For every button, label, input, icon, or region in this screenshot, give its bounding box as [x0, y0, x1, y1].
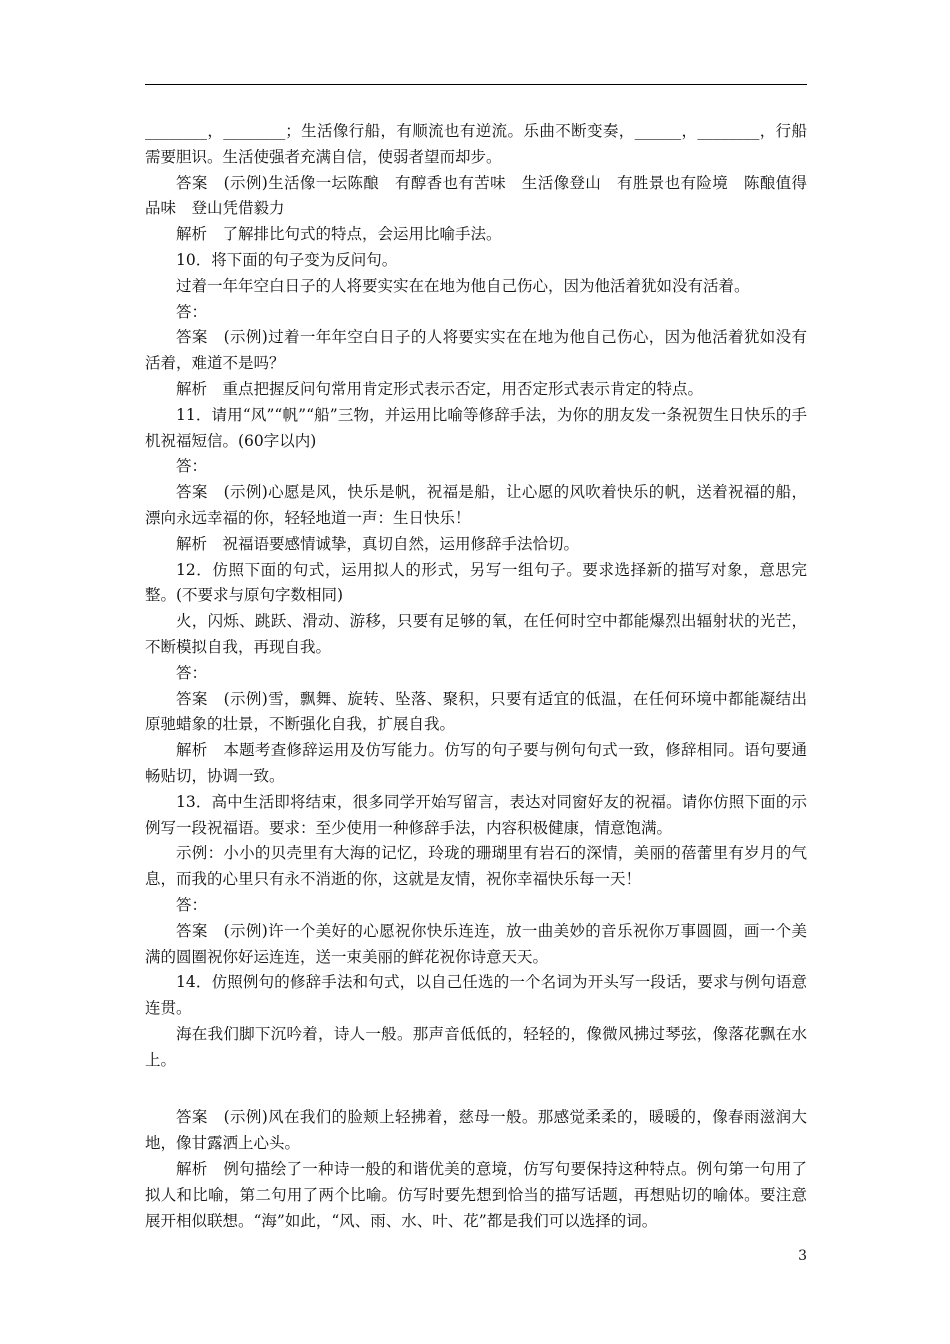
answer-11: 答案 (示例)心愿是风，快乐是帆，祝福是船，让心愿的风吹着快乐的帆，送着祝福的船，漂向永远幸福的你，轻轻地道一声：生日快乐！	[145, 483, 807, 527]
page-content	[145, 119, 807, 1234]
question-12: 12．仿照下面的句式，运用拟人的形式，另写一组句子。要求选择新的描写对象，意思完整。(不要求与原句字数相同)	[145, 560, 807, 605]
answer-12: 答案 (示例)雪，飘舞、旋转、坠落、聚积，只要有适宜的低温，在任何环境中都能凝结出原驰蜡象的壮景，不断强化自我，扩展自我。	[145, 689, 807, 734]
answer-10: 答案 (示例)过着一年年空白日子的人将要实实在在地为他自己伤心，因为他活着犹如没有活着，难道不是吗？	[145, 328, 807, 373]
question-14: 14．仿照例句的修辞手法和句式，以自己任选的一个名词为开头写一段话，要求与例句语意连贯。	[145, 973, 807, 1018]
analysis-14: 解析 例句描绘了一种诗一般的和谐优美的意境，仿写句要保持这种特点。例句第一句用了拟人和比喻，第二句用了两个比喻。仿写时要先想到恰当的描写话题，再想贴切的喻体。要注意展开相似联想。“海”如此，“风、雨、水、叶、花”都是我们可以选择的词。	[145, 1160, 807, 1230]
question-13-example: 示例：小小的贝壳里有大海的记忆，玲珑的珊瑚里有岩石的深情，美丽的蓓蕾里有岁月的气息，而我的心里只有永不消逝的你，这就是友情，祝你幸福快乐每一天！	[145, 844, 807, 889]
answer-label-11: 答：	[176, 457, 208, 476]
analysis-9: 解析 了解排比句式的特点，会运用比喻手法。	[176, 225, 502, 244]
answer-label-10: 答：	[176, 302, 208, 321]
question-14-example: 海在我们脚下沉吟着，诗人一般。那声音低低的，轻轻的，像微风拂过琴弦，像落花飘在水上。	[145, 1024, 807, 1069]
answer-space	[145, 1073, 807, 1105]
analysis-11: 解析 祝福语要感情诚挚，真切自然，运用修辞手法恰切。	[176, 534, 580, 553]
analysis-12: 解析 本题考查修辞运用及仿写能力。仿写的句子要与例句句式一致，修辞相同。语句要通畅贴切，协调一致。	[145, 741, 807, 785]
question-10-sentence: 过着一年年空白日子的人将要实实在在地为他自己伤心，因为他活着犹如没有活着。	[176, 276, 750, 295]
answer-13: 答案 (示例)许一个美好的心愿祝你快乐连连，放一曲美妙的音乐祝你万事圆圆，画一个美满的圆圈祝你好运连连，送一束美丽的鲜花祝你诗意天天。	[145, 921, 807, 966]
answer-label-13: 答：	[176, 895, 208, 914]
header-rule	[145, 84, 807, 85]
answer-label-12: 答：	[176, 663, 208, 682]
question-13: 13．高中生活即将结束，很多同学开始写留言，表达对同窗好友的祝福。请你仿照下面的示例写一段祝福语。要求：至少使用一种修辞手法，内容积极健康，情意饱满。	[145, 792, 807, 837]
answer-9: 答案 (示例)生活像一坛陈酿 有醇香也有苦味 生活像登山 有胜景也有险境 陈酿值得品味 登山凭借毅力	[145, 173, 807, 218]
answer-14: 答案 (示例)风在我们的脸颊上轻拂着，慈母一般。那感觉柔柔的，暖暖的，像春雨滋润大地，像甘露洒上心头。	[145, 1108, 807, 1153]
question-9-text: ________，________；生活像行船，有顺流也有逆流。乐曲不断变奏，______，________，行船需要胆识。生活使强者充满自信，使弱者望而却步。	[145, 122, 807, 166]
page-number: 3	[798, 1248, 807, 1264]
question-12-example: 火，闪烁、跳跃、滑动、游移，只要有足够的氧，在任何时空中都能爆烈出辐射状的光芒，不断模拟自我，再现自我。	[145, 612, 807, 656]
question-11: 11．请用“风”“帆”“船”三物，并运用比喻等修辞手法，为你的朋友发一条祝贺生日快乐的手机祝福短信。(60字以内)	[145, 405, 807, 450]
analysis-10: 解析 重点把握反问句常用肯定形式表示否定，用否定形式表示肯定的特点。	[176, 379, 704, 398]
question-10: 10．将下面的句子变为反问句。	[176, 250, 398, 269]
